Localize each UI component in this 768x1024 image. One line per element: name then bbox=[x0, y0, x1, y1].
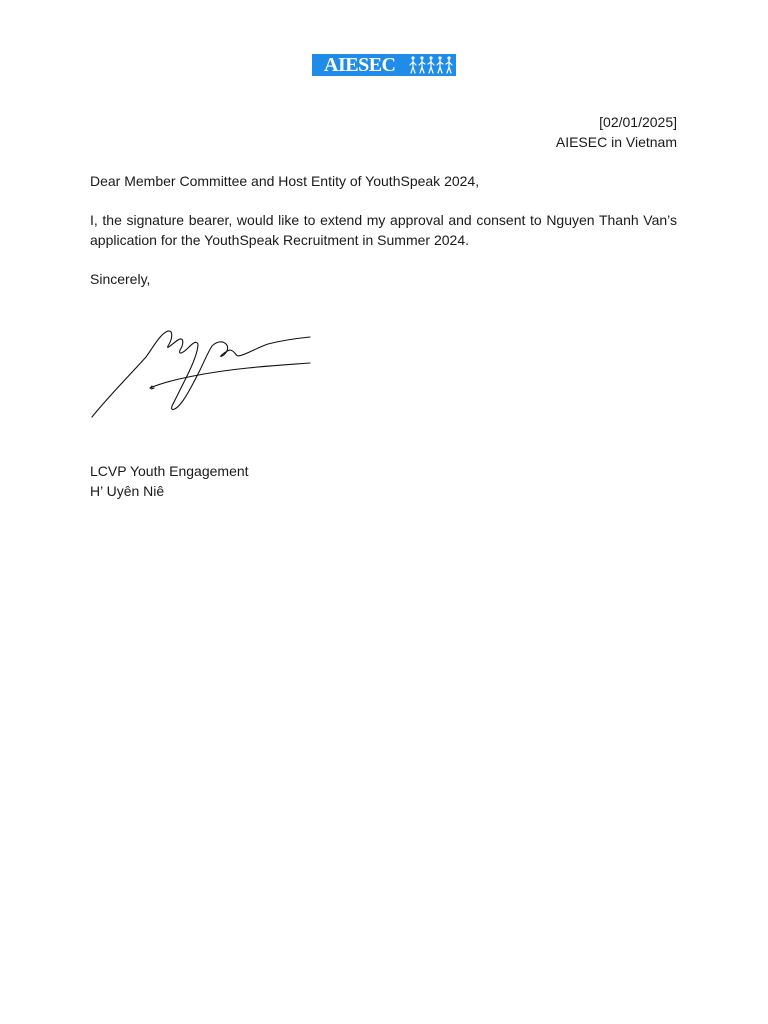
handwritten-signature bbox=[88, 322, 318, 422]
signatory-role: LCVP Youth Engagement bbox=[90, 463, 249, 479]
aiesec-logo bbox=[312, 54, 456, 76]
letter-closing: Sincerely, bbox=[90, 271, 151, 287]
letter-body: I, the signature bearer, would like to extend my approval and consent to Nguyen Thanh Van’s application for the YouthSpeak Recruitment in Summer 2024. bbox=[90, 212, 677, 248]
logo-text: AIESEC bbox=[324, 54, 396, 76]
letter-greeting: Dear Member Committee and Host Entity of YouthSpeak 2024, bbox=[90, 173, 480, 189]
people-figures-icon bbox=[408, 54, 456, 76]
signatory-name: H’ Uyên Niê bbox=[90, 483, 165, 499]
letter-header bbox=[556, 112, 677, 152]
letter-organization: AIESEC in Vietnam bbox=[555, 134, 677, 150]
letter-date: [02/01/2025] bbox=[599, 114, 677, 130]
